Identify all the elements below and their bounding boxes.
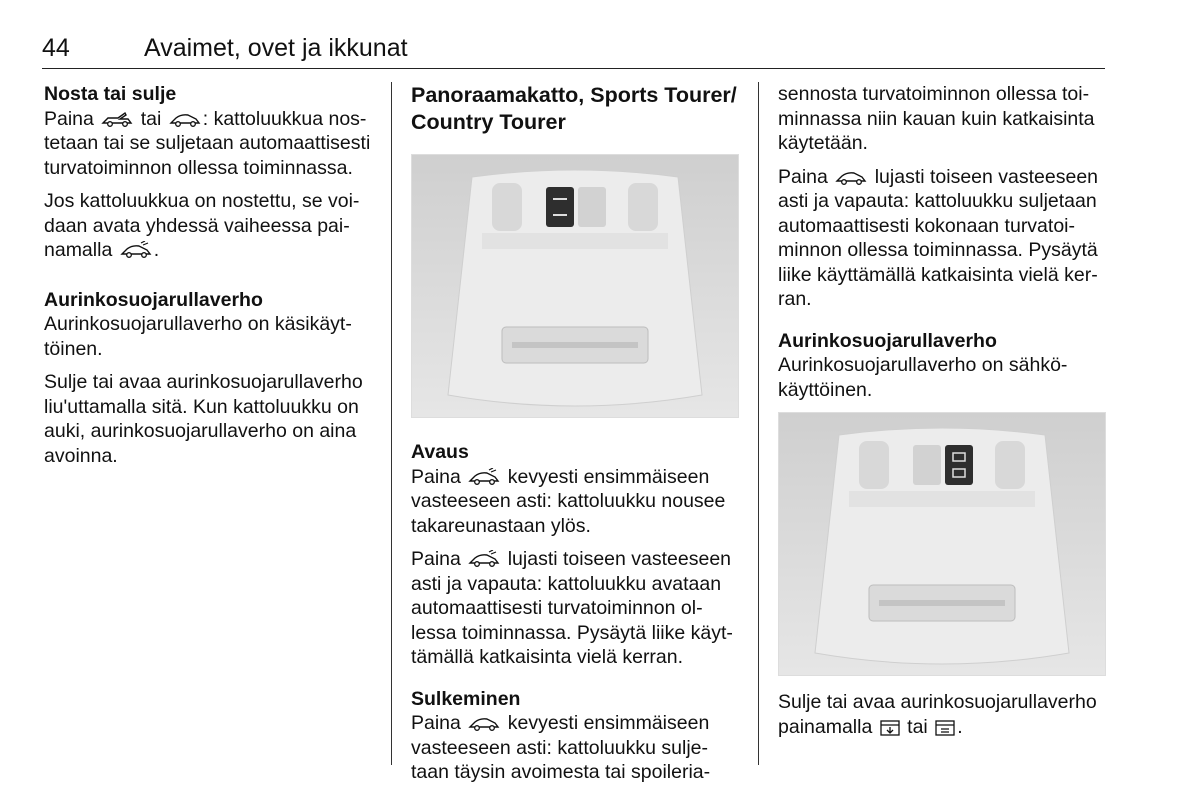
column-divider <box>391 82 392 765</box>
paragraph: Paina lujasti toiseen vasteeseen asti ja vapauta: kattoluukku suljetaan automaattisesti kokonaan turvatoi- minnon ollessa toiminnassa. Pysäytä liike käyttämällä katkaisinta vielä ker- ran. <box>778 165 1099 310</box>
roof-tilt-icon <box>101 110 133 128</box>
paragraph: Paina tai : kattoluukkua nos- tetaan tai se suljetaan automaattisesti turvatoiminnon ollessa toiminnassa. <box>44 107 371 179</box>
paragraph: Paina lujasti toiseen vasteeseen asti ja vapauta: kattoluukku avataan automaattisesti turvatoiminnon ol- lessa toiminnassa. Pysäytä liike käyt- tämällä katkaisinta vielä kerran. <box>411 548 733 668</box>
paragraph: Sulje tai avaa aurinkosuojarullaverho painamalla tai . <box>778 691 1097 738</box>
section-heading-opening: Avaus <box>411 441 469 463</box>
column-3 <box>778 82 1108 748</box>
page-number: 44 <box>42 34 70 62</box>
section-heading-sunshade: Aurinkosuojarullaverho <box>44 288 263 311</box>
roof-open-icon <box>468 468 500 486</box>
column-2 <box>411 82 741 794</box>
section-heading-raise-close: Nosta tai sulje <box>44 83 177 105</box>
roof-close-icon <box>468 714 500 732</box>
sunshade-close-icon <box>935 720 955 736</box>
column-1 <box>44 82 374 477</box>
section-heading-closing: Sulkeminen <box>411 687 521 710</box>
section-title: Panoraamakatto, Sports Tourer/ Country Tourer <box>411 83 737 134</box>
sunshade-open-icon <box>880 720 900 736</box>
roof-open-icon <box>468 550 500 568</box>
roof-close-icon <box>835 168 867 186</box>
roof-close-icon <box>169 110 201 128</box>
paragraph: Sulje tai avaa aurinkosuojarullaverho liu'uttamalla sitä. Kun kattoluukku on auki, aurinkosuojarullaverho on aina avoinna. <box>44 371 363 467</box>
paragraph: Aurinkosuojarullaverho on sähkö- käyttöinen. <box>778 354 1068 401</box>
paragraph: Aurinkosuojarullaverho on käsikäyt- töinen. <box>44 313 352 360</box>
paragraph: Paina kevyesti ensimmäiseen vasteeseen asti: kattoluukku sulje- taan täysin avoimesta tai spoileria- <box>411 712 711 783</box>
roof-open-icon <box>120 241 152 259</box>
paragraph: sennosta turvatoiminnon ollessa toi- minnassa niin kauan kuin katkaisinta käytetään. <box>778 83 1095 154</box>
paragraph: Paina kevyesti ensimmäiseen vasteeseen asti: kattoluukku nousee takareunastaan ylös. <box>411 465 726 537</box>
chapter-title: Avaimet, ovet ja ikkunat <box>144 34 408 62</box>
roof-console-photo <box>778 412 1106 676</box>
paragraph: Jos kattoluukkua on nostettu, se voi- daan avata yhdessä vaiheessa pai- namalla . <box>44 190 360 261</box>
roof-console-photo <box>411 154 739 418</box>
page-header <box>42 30 1105 69</box>
section-heading-sunshade: Aurinkosuojarullaverho <box>778 329 997 352</box>
column-divider <box>758 82 759 765</box>
